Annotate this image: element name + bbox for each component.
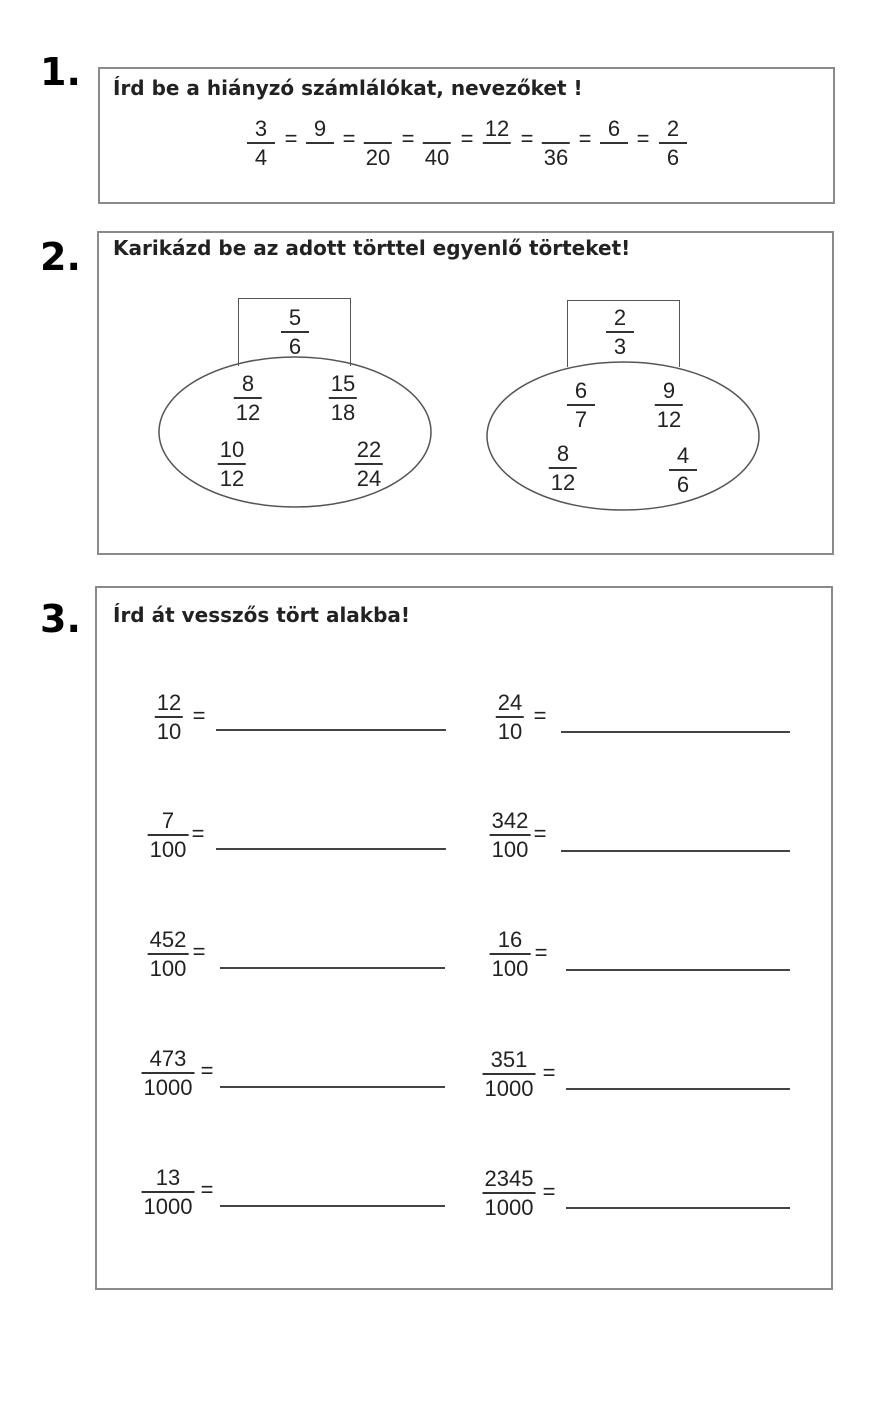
denominator: 10 (156, 718, 182, 744)
equals-sign: = (534, 940, 548, 965)
set-oval-left (159, 357, 431, 507)
denominator: 18 (330, 399, 356, 425)
ex3-fraction (148, 927, 189, 981)
answer-line[interactable] (566, 1088, 790, 1090)
answer-line[interactable] (566, 1207, 790, 1209)
given-fraction-left (281, 305, 309, 359)
answer-line[interactable] (220, 1205, 445, 1207)
numerator: 3 (254, 116, 268, 141)
denominator: 100 (491, 955, 529, 981)
denominator: 100 (491, 836, 529, 862)
numerator: 8 (556, 441, 570, 466)
denominator: 3 (613, 333, 627, 359)
answer-line[interactable] (220, 967, 445, 969)
numerator: 2 (613, 305, 627, 330)
denominator: 1000 (143, 1074, 193, 1100)
ex3-fraction (155, 690, 183, 744)
numerator: 10 (219, 437, 245, 462)
numerator: 24 (497, 690, 523, 715)
denominator: 6 (676, 471, 690, 497)
option-fraction[interactable] (355, 437, 383, 491)
denominator: 100 (149, 836, 187, 862)
numerator: 22 (356, 437, 382, 462)
answer-line[interactable] (561, 850, 790, 852)
numerator: 7 (161, 808, 175, 833)
exercise-2-number: 2. (40, 235, 81, 279)
numerator: 351 (490, 1047, 528, 1072)
numerator: 12 (484, 116, 510, 141)
equals-sign: = (542, 1060, 556, 1085)
option-fraction[interactable] (655, 378, 683, 432)
numerator: 9 (313, 116, 327, 141)
option-fraction[interactable] (549, 441, 577, 495)
denominator: 24 (356, 465, 382, 491)
ex3-fraction (142, 1046, 195, 1100)
numerator: 8 (241, 371, 255, 396)
equals-sign: = (401, 126, 415, 151)
exercise-1-instruction: Írd be a hiányzó számlálókat, nevezőket ! (113, 76, 583, 100)
equals-sign: = (192, 703, 206, 728)
answer-line[interactable] (216, 848, 446, 850)
option-fraction[interactable] (218, 437, 246, 491)
option-fraction[interactable] (329, 371, 357, 425)
denominator: 1000 (484, 1075, 534, 1101)
numerator: 15 (330, 371, 356, 396)
equals-sign: = (342, 126, 356, 151)
ex3-fraction (483, 1166, 536, 1220)
numerator: 6 (574, 378, 588, 403)
equals-sign: = (191, 821, 205, 846)
answer-line[interactable] (561, 731, 790, 733)
denominator: 12 (235, 399, 261, 425)
exercise-3-number: 3. (40, 597, 81, 641)
denominator: 12 (550, 469, 576, 495)
numerator: 342 (491, 808, 529, 833)
equals-sign: = (200, 1058, 214, 1083)
ex3-fraction (142, 1165, 195, 1219)
denominator: 10 (497, 718, 523, 744)
numerator: 12 (156, 690, 182, 715)
denominator: 100 (149, 955, 187, 981)
given-fraction-right (606, 305, 634, 359)
denominator: 1000 (484, 1194, 534, 1220)
numerator: 2345 (484, 1166, 534, 1191)
numerator: 6 (607, 116, 621, 141)
denominator: 12 (219, 465, 245, 491)
exercise-1-number: 1. (40, 50, 81, 94)
ex3-fraction (483, 1047, 536, 1101)
equals-sign: = (284, 126, 298, 151)
equals-sign: = (542, 1179, 556, 1204)
denominator: 7 (574, 406, 588, 432)
numerator: 13 (155, 1165, 181, 1190)
equals-sign: = (578, 126, 592, 151)
denominator: 12 (656, 406, 682, 432)
denominator: 6 (288, 333, 302, 359)
equals-sign: = (520, 126, 534, 151)
numerator: 16 (497, 927, 523, 952)
numerator: 473 (149, 1046, 187, 1071)
denominator: 6 (666, 144, 680, 170)
ex3-fraction (490, 927, 531, 981)
ex3-fraction (496, 690, 524, 744)
option-fraction[interactable] (669, 443, 697, 497)
answer-line[interactable] (566, 969, 790, 971)
ex3-fraction (148, 808, 189, 862)
numerator: 5 (288, 305, 302, 330)
denominator: 1000 (143, 1193, 193, 1219)
equals-sign: = (533, 821, 547, 846)
numerator: 9 (662, 378, 676, 403)
numerator: 2 (666, 116, 680, 141)
denominator: 20 (365, 144, 391, 170)
answer-line[interactable] (220, 1086, 445, 1088)
denominator: 36 (543, 144, 569, 170)
denominator: 4 (254, 144, 268, 170)
exercise-2-instruction: Karikázd be az adott törttel egyenlő törteket! (113, 236, 631, 260)
numerator: 452 (149, 927, 187, 952)
equals-sign: = (192, 939, 206, 964)
option-fraction[interactable] (234, 371, 262, 425)
equals-sign: = (200, 1177, 214, 1202)
denominator: 40 (424, 144, 450, 170)
numerator: 4 (676, 443, 690, 468)
ex3-fraction (490, 808, 531, 862)
answer-line[interactable] (216, 729, 446, 731)
equals-sign: = (533, 703, 547, 728)
exercise-3-instruction: Írd át vesszős tört alakba! (113, 603, 411, 627)
set-oval-right (487, 362, 759, 510)
equals-sign: = (636, 126, 650, 151)
equals-sign: = (460, 126, 474, 151)
option-fraction[interactable] (567, 378, 595, 432)
